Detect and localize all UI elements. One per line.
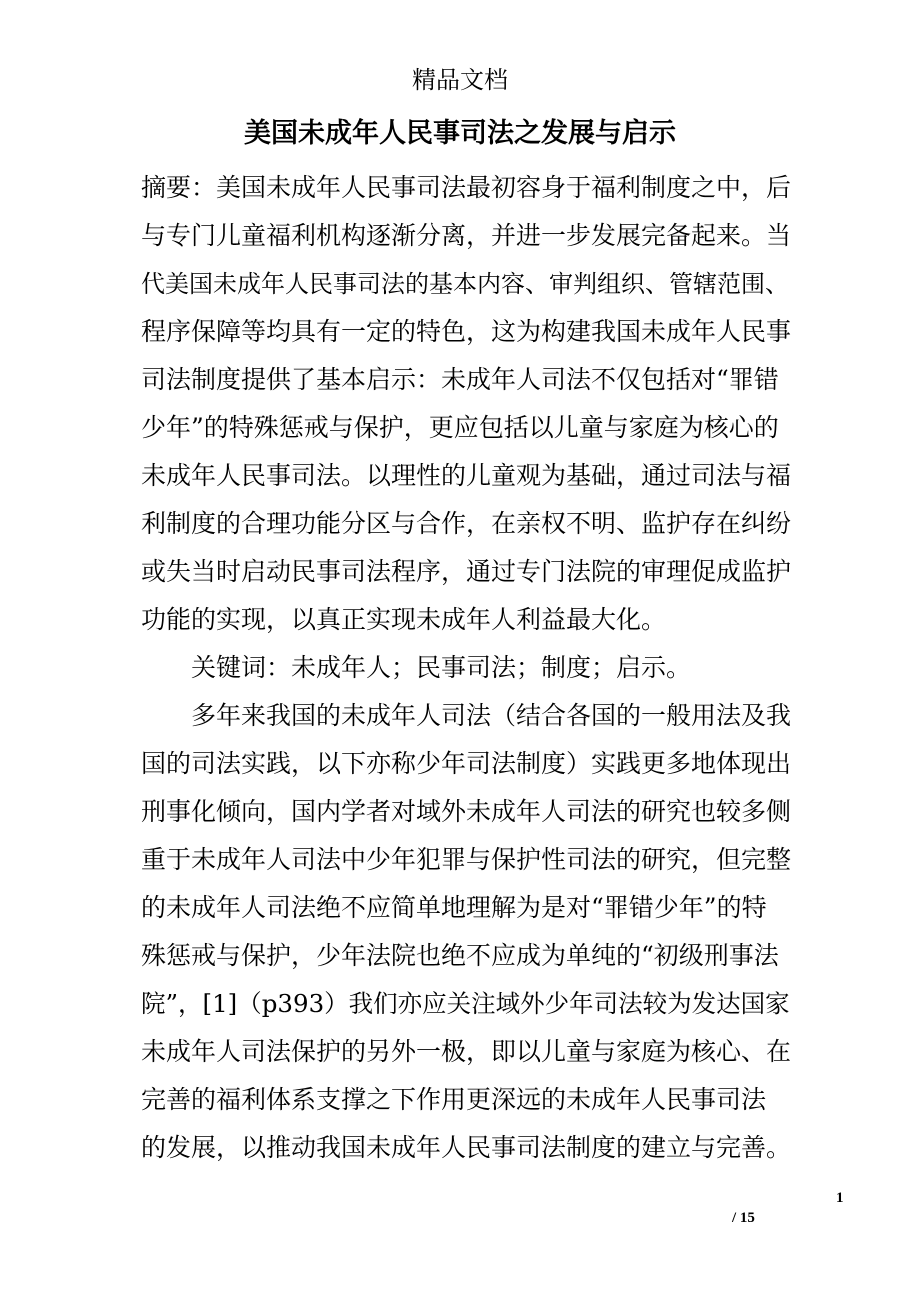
body-line: 刑事化倾向，国内学者对域外未成年人司法的研究也较多侧 <box>141 797 792 826</box>
abstract-line: 程序保障等均具有一定的特色，这为构建我国未成年人民事 <box>141 317 792 346</box>
body-line: 的未成年人司法绝不应简单地理解为是对“罪错少年”的特 <box>141 893 767 922</box>
abstract-paragraph <box>141 164 791 644</box>
body-line: 国的司法实践，以下亦称少年司法制度）实践更多地体现出 <box>141 749 792 778</box>
body-paragraph <box>141 692 791 1172</box>
keywords-line: 关键词：未成年人；民事司法；制度；启示。 <box>191 653 692 682</box>
body-line: 重于未成年人司法中少年犯罪与保护性司法的研究，但完整 <box>141 845 792 874</box>
document-header: 精品文档 <box>412 66 508 94</box>
abstract-line: 或失当时启动民事司法程序，通过专门法院的审理促成监护 <box>141 557 792 586</box>
body-line: 院”，[1]（p393）我们亦应关注域外少年司法较为发达国家 <box>141 989 790 1018</box>
body-line: 完善的福利体系支撑之下作用更深远的未成年人民事司法 <box>141 1085 767 1114</box>
page-number: 1 <box>836 1190 844 1206</box>
body-line: 未成年人司法保护的另外一极，即以儿童与家庭为核心、在 <box>141 1037 792 1066</box>
abstract-line: 利制度的合理功能分区与合作，在亲权不明、监护存在纠纷 <box>141 509 792 538</box>
body-line: 的发展，以推动我国未成年人民事司法制度的建立与完善。 <box>141 1133 792 1162</box>
body-line: 殊惩戒与保护，少年法院也绝不应成为单纯的“初级刑事法 <box>141 941 779 970</box>
document-title: 美国未成年人民事司法之发展与启示 <box>244 118 676 149</box>
keywords-paragraph <box>141 644 791 692</box>
abstract-line: 摘要：美国未成年人民事司法最初容身于福利制度之中，后 <box>141 173 792 202</box>
abstract-line: 未成年人民事司法。以理性的儿童观为基础，通过司法与福 <box>141 461 792 490</box>
abstract-line: 司法制度提供了基本启示：未成年人司法不仅包括对“罪错 <box>141 365 779 394</box>
abstract-line: 少年”的特殊惩戒与保护，更应包括以儿童与家庭为核心的 <box>141 413 779 442</box>
abstract-line: 功能的实现，以真正实现未成年人利益最大化。 <box>141 605 667 634</box>
body-line: 多年来我国的未成年人司法（结合各国的一般用法及我 <box>191 701 792 730</box>
abstract-line: 代美国未成年人民事司法的基本内容、审判组织、管辖范围、 <box>141 270 789 298</box>
page-total: / 15 <box>732 1210 755 1226</box>
abstract-line: 与专门儿童福利机构逐渐分离，并进一步发展完备起来。当 <box>141 221 792 250</box>
